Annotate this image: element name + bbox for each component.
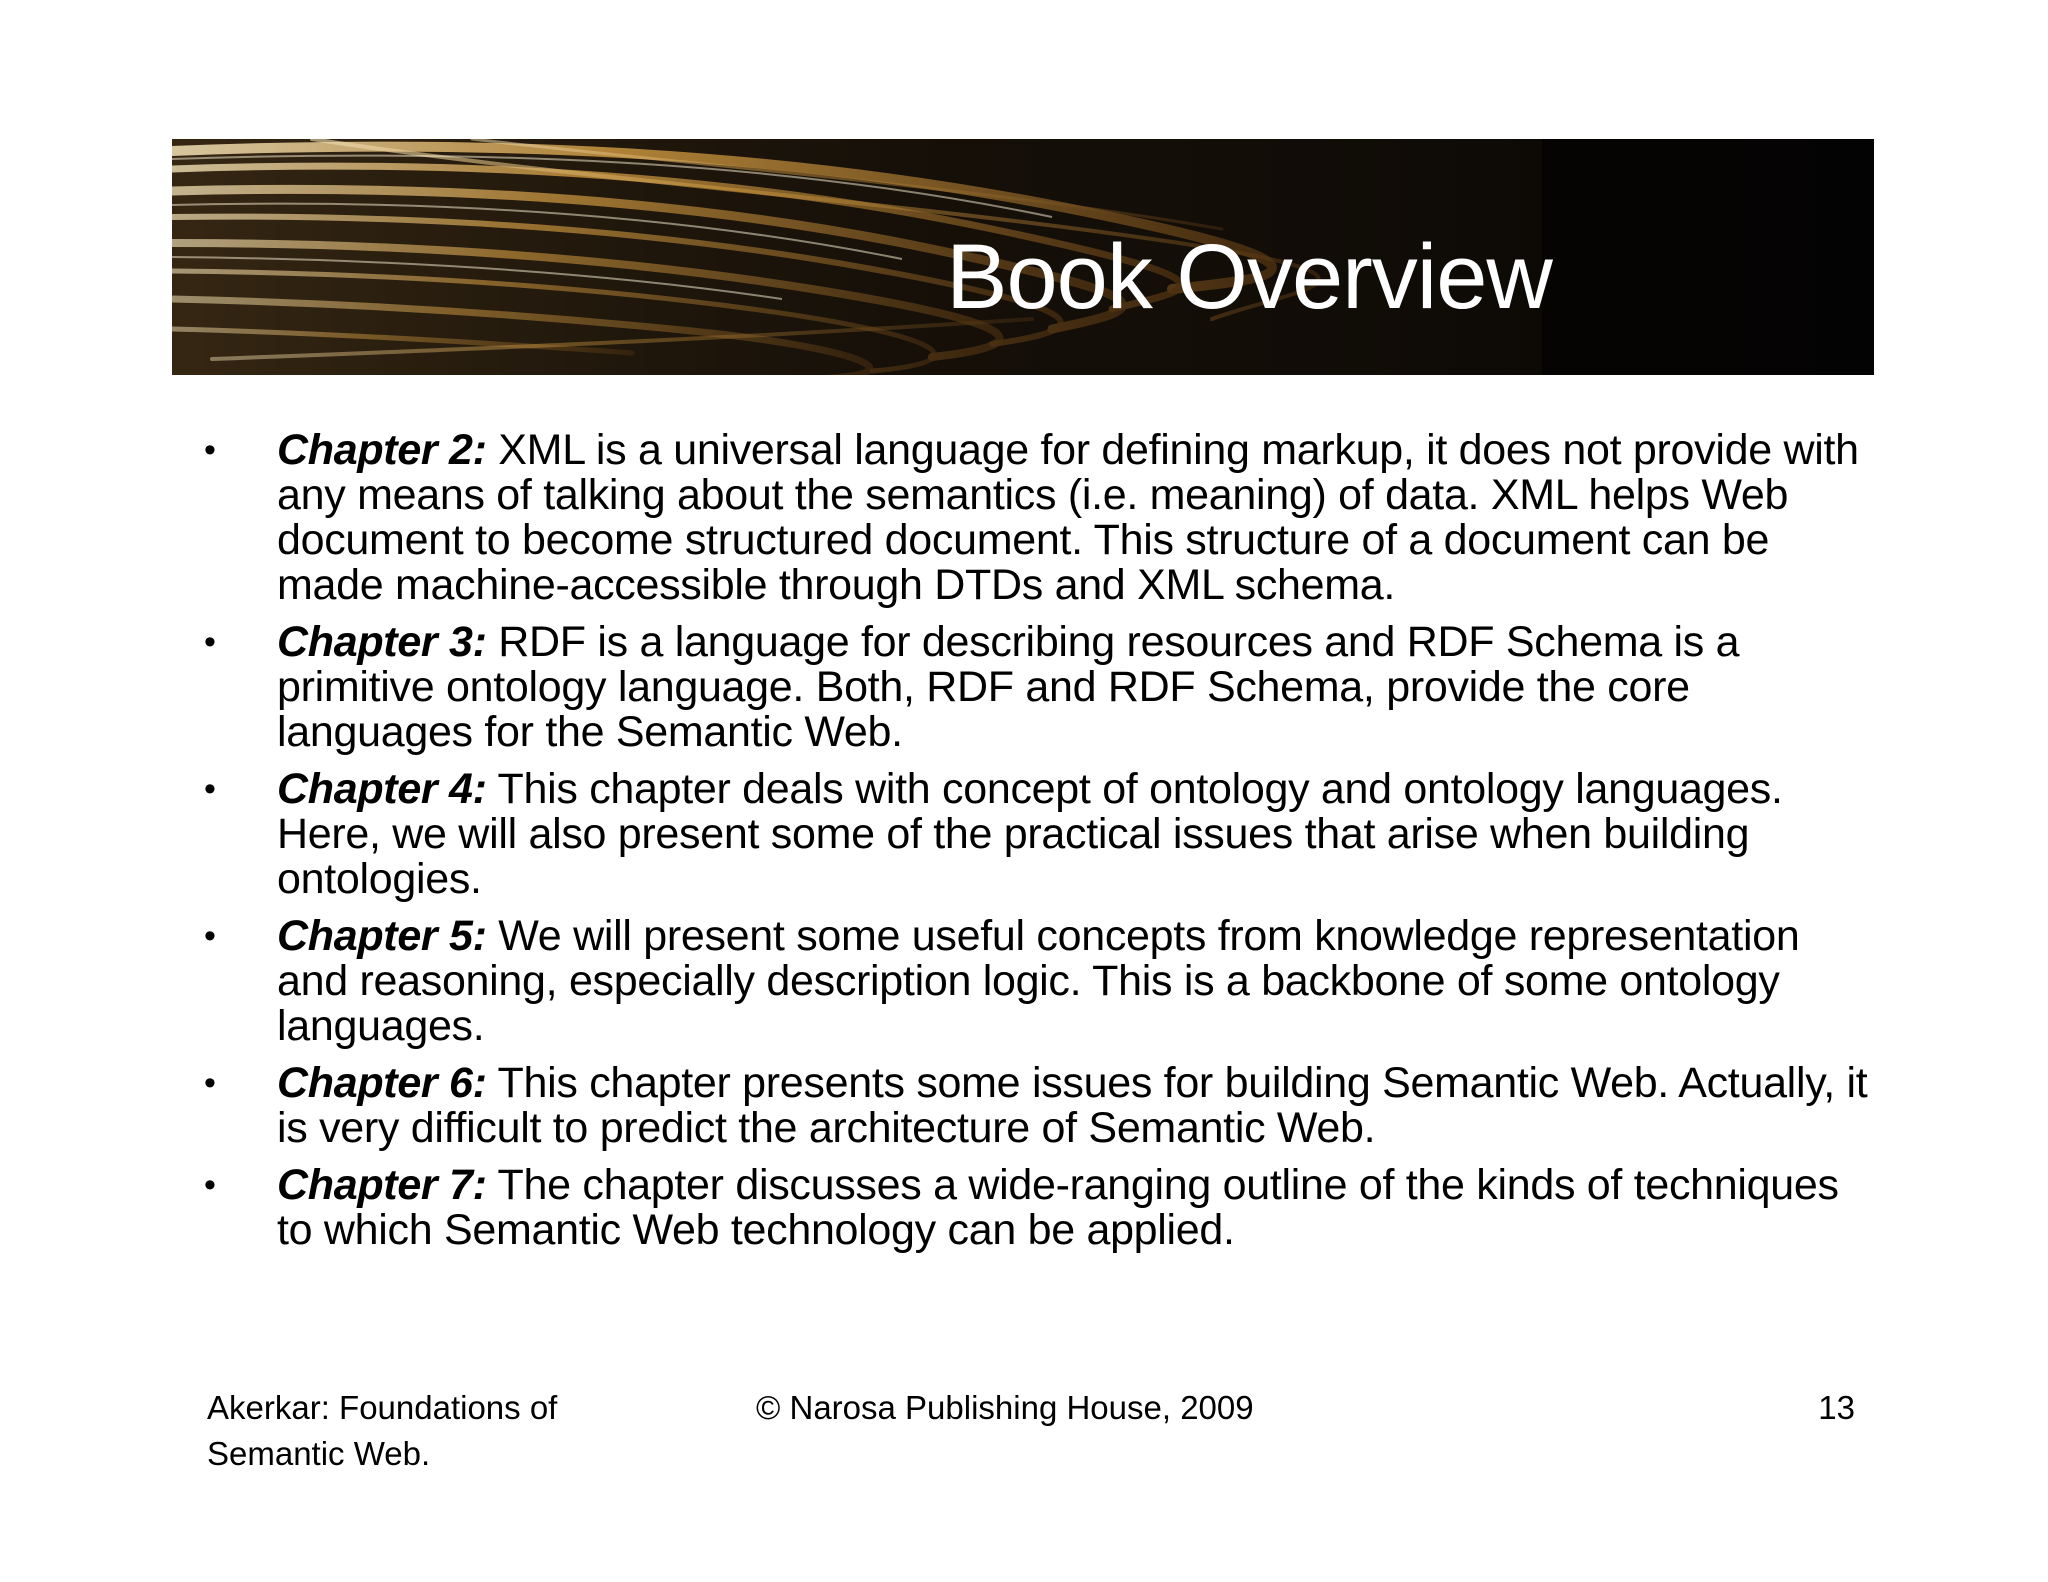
bullet-marker: • bbox=[204, 770, 216, 808]
chapter-label: Chapter 3: bbox=[277, 618, 487, 666]
footer-copyright: © Narosa Publishing House, 2009 bbox=[756, 1389, 1254, 1426]
bullet-marker: • bbox=[204, 431, 216, 469]
chapter-description: This chapter deals with concept of ontology and ontology languages. Here, we will also present some of the practical issues that arise when building ontologies. bbox=[277, 765, 1783, 903]
chapter-description: RDF is a language for describing resources and RDF Schema is a primitive ontology language. Both, RDF and RDF Schema, provide the core languages for the Semantic Web. bbox=[277, 618, 1740, 756]
slide-title: Book Overview bbox=[946, 226, 1552, 328]
chapter-label: Chapter 6: bbox=[277, 1059, 487, 1107]
chapter-label: Chapter 5: bbox=[277, 912, 487, 960]
chapter-description: We will present some useful concepts from knowledge representation and reasoning, especially description logic. This is a backbone of some ontology languages. bbox=[277, 912, 1800, 1050]
chapter-description: The chapter discusses a wide-ranging outline of the kinds of techniques to which Semantic Web technology can be applied. bbox=[277, 1161, 1839, 1254]
page-number: 13 bbox=[1818, 1389, 1855, 1426]
chapter-description: This chapter presents some issues for building Semantic Web. Actually, it is very difficult to predict the architecture of Semantic Web. bbox=[277, 1059, 1868, 1152]
bullet-marker: • bbox=[204, 623, 216, 661]
title-banner bbox=[172, 139, 1874, 375]
chapter-description: XML is a universal language for defining markup, it does not provide with any means of talking about the semantics (i.e. meaning) of data. XML helps Web document to become structured document. This structure of a document can be made machine-accessible through DTDs and XML schema. bbox=[277, 426, 1859, 609]
bullet-chapter-4 bbox=[200, 767, 1880, 902]
bullet-chapter-6 bbox=[200, 1061, 1880, 1151]
bullet-chapter-2 bbox=[200, 428, 1880, 608]
bullet-chapter-7 bbox=[200, 1163, 1880, 1253]
bullet-marker: • bbox=[204, 1166, 216, 1204]
chapter-label: Chapter 2: bbox=[277, 426, 487, 474]
chapter-label: Chapter 4: bbox=[277, 765, 487, 813]
chapter-label: Chapter 7: bbox=[277, 1161, 487, 1209]
footer-book-title: Akerkar: Foundations of Semantic Web. bbox=[207, 1389, 558, 1472]
bullet-marker: • bbox=[204, 1064, 216, 1102]
chapter-bullet-list bbox=[200, 428, 1880, 1265]
bullet-marker: • bbox=[204, 917, 216, 955]
bullet-chapter-5 bbox=[200, 914, 1880, 1049]
bullet-chapter-3 bbox=[200, 620, 1880, 755]
